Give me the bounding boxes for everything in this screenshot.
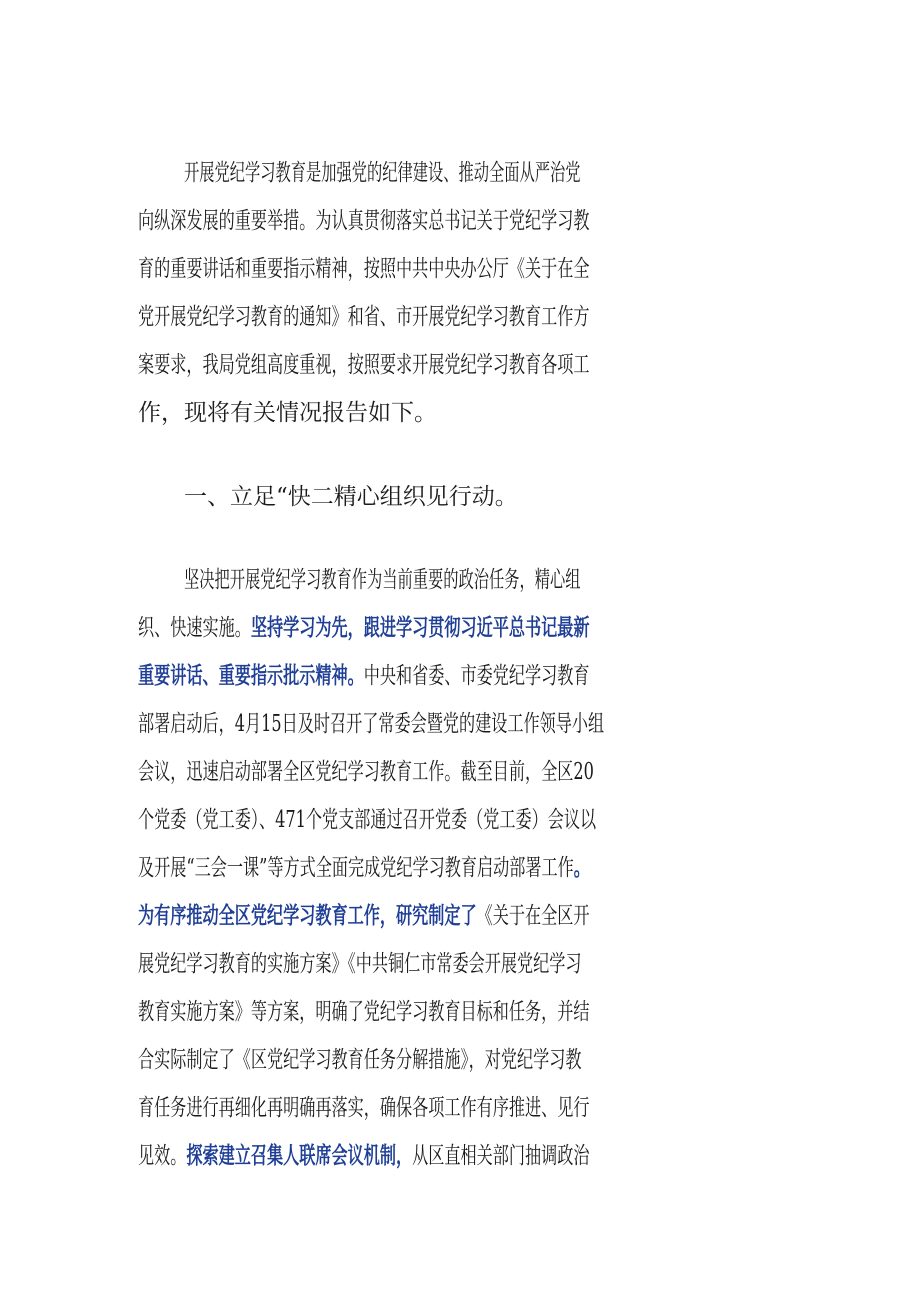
body-text: 教育实施方案》等方案，明确了党纪学习教育目标和任务，并结 [138,999,590,1025]
emphasis-text: 重要讲话、重要指示批示精神。 [138,662,364,689]
text-line [138,254,783,284]
body-text: 开展党纪学习教育是加强党的纪律建设、推动全面从严治党 [184,160,581,186]
text-line [184,158,794,188]
text-line [138,757,783,787]
text-line [138,901,783,931]
body-text: 个党委（党工委）、471个党支部通过召开党委（党工委）会议以 [138,807,597,833]
body-text: 及开展“三会一课”等方式全面完成党纪学习教育启动部署工作 [138,855,574,881]
body-text: 部署启动后，4月15日及时召开了常委会暨党的建设工作领导小组 [138,711,605,737]
body-text: 一、立足“快二精心组织见行动。 [184,484,518,510]
text-line [138,997,783,1027]
emphasis-text: 为有序推动全区党纪学习教育工作，研究制定了 [138,902,477,929]
body-text: 育的重要讲话和重要指示精神，按照中共中央办公厅《关于在全 [138,256,590,282]
body-text: 合实际制定了《区党纪学习教育任务分解措施》，对党纪学习教 [138,1047,582,1073]
body-text: 从区直相关部门抽调政治 [412,1143,590,1169]
body-text: 见效。 [138,1143,187,1169]
text-line [138,805,783,835]
text-line [138,1045,783,1075]
body-text: 案要求，我局党组高度重视，按照要求开展党纪学习教育各项工 [138,352,590,378]
body-text: 会议，迅速启动部署全区党纪学习教育工作。截至目前，全区20 [138,759,594,785]
text-line [138,709,783,739]
text-line [138,206,783,236]
text-line [138,350,783,380]
text-line [138,1141,783,1171]
body-text: 向纵深发展的重要举措。为认真贯彻落实总书记关于党纪学习教 [138,208,590,234]
section-heading [184,482,920,512]
body-text: 育任务进行再细化再明确再落实，确保各项工作有序推进、见行 [138,1095,590,1121]
text-line [138,661,783,691]
body-text: 党开展党纪学习教育的通知》和省、市开展党纪学习教育工作方 [138,304,590,330]
body-text: 作，现将有关情况报告如下。 [138,400,437,426]
body-text: 《关于在全区开 [476,903,590,929]
text-line [138,398,920,428]
body-text: 坚决把开展党纪学习教育作为当前重要的政治任务，精心组 [184,567,581,593]
text-line [138,949,783,979]
text-line [138,302,783,332]
emphasis-text: 探索建立召集人联席会议机制， [186,1142,413,1169]
body-text: 织、快速实施。 [138,615,251,641]
emphasis-text: 坚持学习为先，跟进学习贯彻习近平总书记最新 [250,614,590,641]
body-text: 中央和省委、市委党纪学习教育 [363,663,590,689]
text-line [138,1093,783,1123]
text-line [138,853,783,883]
text-line [184,565,794,595]
body-text: 展党纪学习教育的实施方案》《中共铜仁市常委会开展党纪学习 [138,951,582,977]
emphasis-text: 。 [573,854,590,881]
text-line [138,613,783,643]
